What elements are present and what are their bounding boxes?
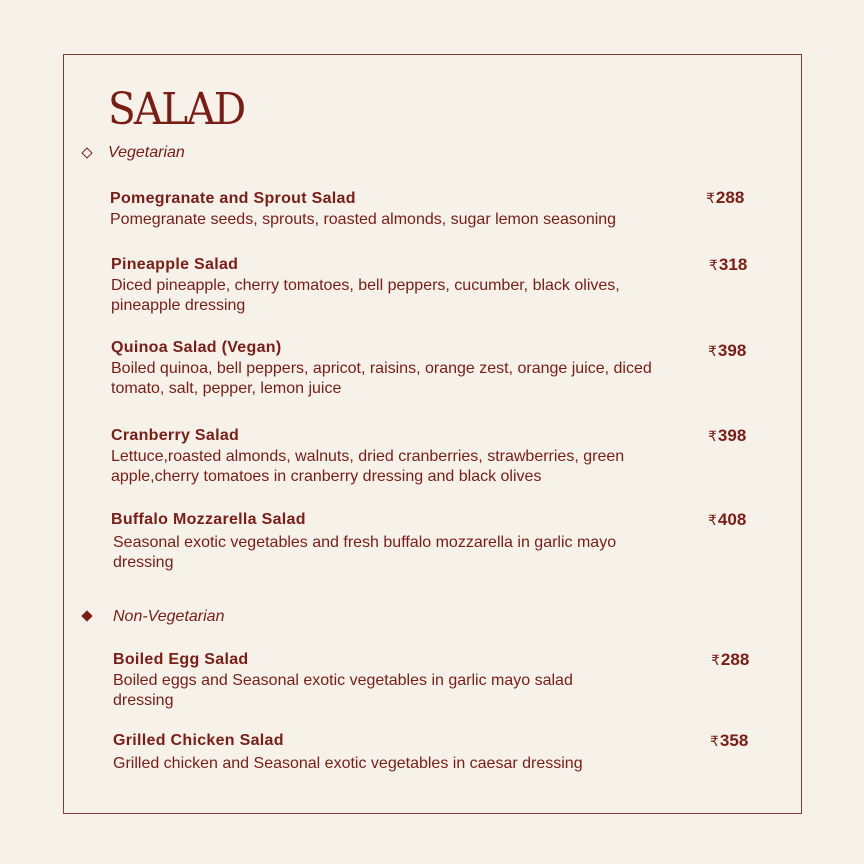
menu-item [113, 731, 673, 774]
item-description: Grilled chicken and Seasonal exotic vegetables in caesar dressing [113, 755, 583, 772]
item-description: Boiled eggs and Seasonal exotic vegetables in garlic mayo salad dressing [113, 672, 573, 709]
item-name: Quinoa Salad (Vegan) [111, 339, 282, 356]
item-name: Boiled Egg Salad [113, 651, 249, 668]
item-price: ₹398 [708, 341, 747, 360]
section-non-vegetarian: Non-Vegetarian [113, 608, 225, 625]
menu-item [111, 426, 671, 487]
item-description: Pomegranate seeds, sprouts, roasted almonds, sugar lemon seasoning [110, 211, 617, 228]
item-name: Pineapple Salad [111, 256, 239, 273]
item-price: ₹398 [708, 426, 747, 445]
item-description: Diced pineapple, cherry tomatoes, bell peppers, cucumber, black olives, pineapple dressing [111, 277, 620, 314]
menu-item [111, 338, 671, 399]
item-name: Cranberry Salad [111, 427, 240, 444]
item-price: ₹288 [706, 188, 745, 207]
item-description: Lettuce,roasted almonds, walnuts, dried cranberries, strawberries, green apple,cherry tomatoes in cranberry dressing and black olives [111, 448, 625, 485]
item-price: ₹288 [711, 650, 750, 669]
menu-item [111, 255, 671, 316]
menu-item [113, 650, 633, 711]
item-price: ₹408 [708, 510, 747, 529]
item-description: Boiled quinoa, bell peppers, apricot, raisins, orange zest, orange juice, diced tomato, salt, pepper, lemon juice [111, 360, 652, 397]
item-description: Seasonal exotic vegetables and fresh buffalo mozzarella in garlic mayo dressing [113, 534, 617, 571]
item-price: ₹358 [710, 731, 749, 750]
item-price: ₹318 [709, 255, 748, 274]
menu-title: SALAD [108, 84, 245, 135]
item-name: Buffalo Mozzarella Salad [111, 511, 306, 528]
item-name: Grilled Chicken Salad [113, 732, 284, 749]
item-name: Pomegranate and Sprout Salad [110, 190, 356, 207]
section-vegetarian: Vegetarian [108, 144, 185, 161]
menu-item [111, 510, 656, 573]
menu-item [110, 189, 670, 230]
